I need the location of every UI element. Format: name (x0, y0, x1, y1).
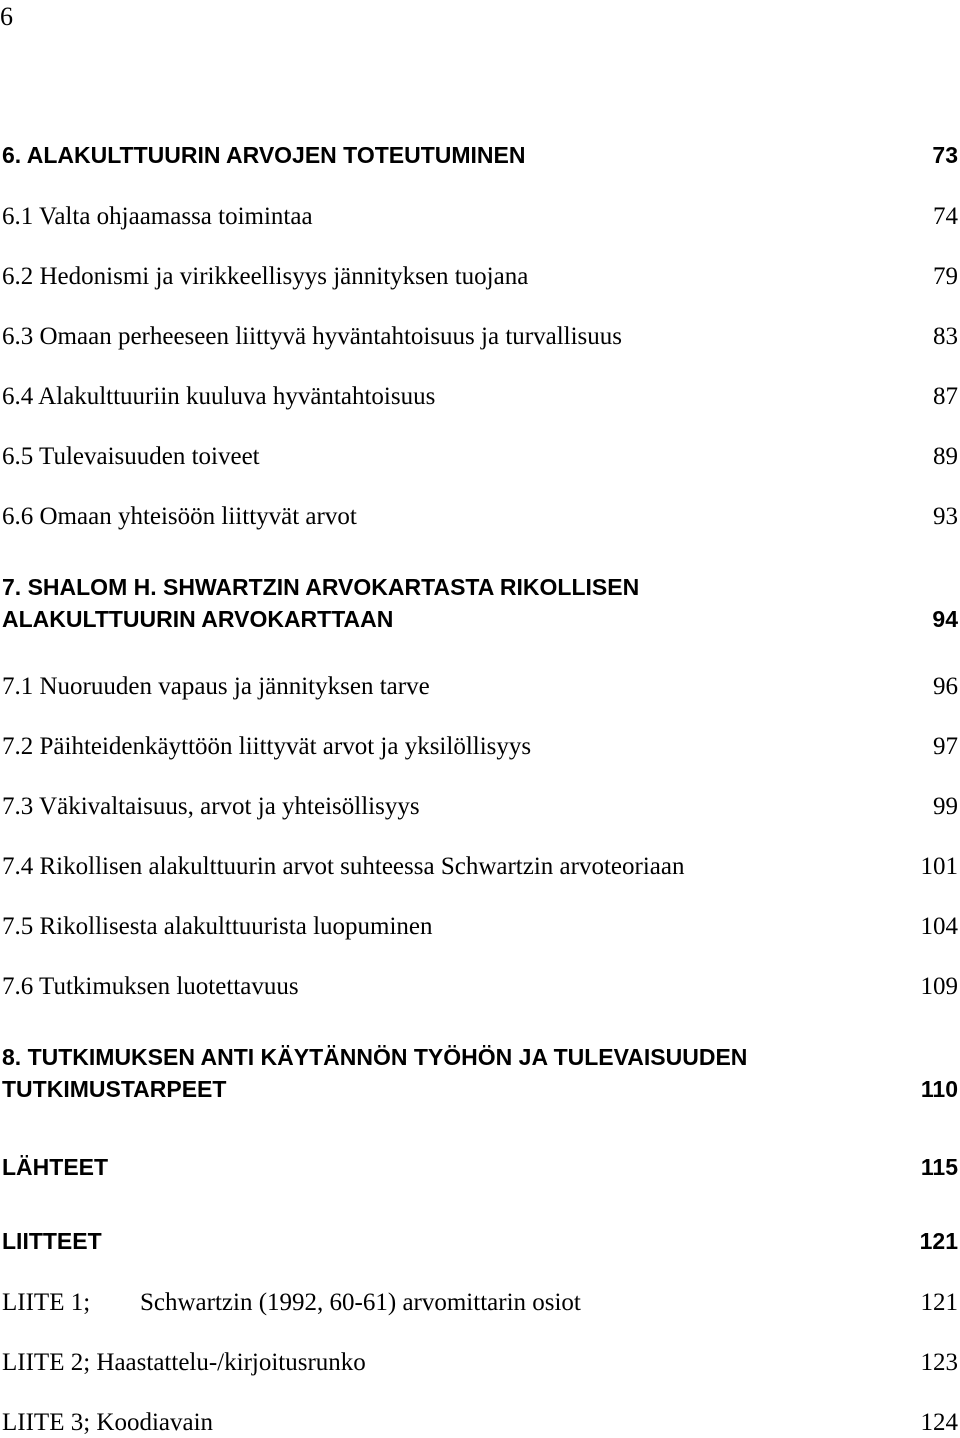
toc-entry-page: 124 (920, 1409, 958, 1436)
toc-entry-page: 87 (933, 383, 958, 410)
toc-entry-6-3 (0, 316, 960, 352)
toc-entry-chapter-6 (0, 134, 960, 170)
toc-entry-6-6 (0, 496, 960, 532)
toc-entry-6-4 (0, 376, 960, 412)
toc-entry-title: LÄHTEET (2, 1154, 109, 1180)
toc-entry-liite-2 (0, 1342, 960, 1378)
toc-entry-page: 96 (933, 673, 958, 700)
toc-entry-7-5 (0, 906, 960, 942)
toc-entry-title: 6.2 Hedonismi ja virikkeellisyys jännityksen tuojana (2, 263, 529, 290)
toc-entry-title-line2: ALAKULTTUURIN ARVOKARTTAAN (2, 606, 394, 632)
toc-entry-page: 121 (919, 1228, 958, 1254)
toc-entry-title: 7.1 Nuoruuden vapaus ja jännityksen tarve (2, 673, 430, 700)
toc-entry-6-5 (0, 436, 960, 472)
toc-entry-page: 101 (920, 853, 958, 880)
toc-entry-page: 73 (932, 142, 958, 168)
toc-entry-page: 109 (920, 973, 958, 1000)
toc-entry-chapter-8 (0, 1042, 960, 1106)
toc-entry-lahteet (0, 1146, 960, 1182)
toc-entry-title-line2: TUTKIMUSTARPEET (2, 1076, 227, 1102)
toc-entry-page: 93 (933, 503, 958, 530)
toc-entry-page: 110 (920, 1076, 958, 1102)
toc-entry-page: 123 (920, 1349, 958, 1376)
toc-entry-title: 6.4 Alakulttuuriin kuuluva hyväntahtoisuus (2, 383, 436, 410)
toc-entry-label: LIITE 1; (2, 1289, 91, 1316)
toc-entry-page: 121 (920, 1289, 958, 1316)
page-number: 6 (0, 2, 13, 31)
toc-entry-title: 7.5 Rikollisesta alakulttuurista luopuminen (2, 913, 433, 940)
toc-entry-page: 104 (920, 913, 958, 940)
toc-entry-6-2 (0, 256, 960, 292)
toc-entry-title: 6.5 Tulevaisuuden toiveet (2, 443, 260, 470)
toc-entry-page: 99 (933, 793, 958, 820)
toc-entry-6-1 (0, 196, 960, 232)
toc-entry-liitteet (0, 1220, 960, 1256)
toc-entry-title-line1: 8. TUTKIMUKSEN ANTI KÄYTÄNNÖN TYÖHÖN JA TULEVAISUUDEN (2, 1044, 748, 1070)
toc-entry-title: 6.1 Valta ohjaamassa toimintaa (2, 203, 313, 230)
toc-entry-title-line1: 7. SHALOM H. SHWARTZIN ARVOKARTASTA RIKOLLISEN (2, 574, 640, 600)
toc-entry-title: 6.6 Omaan yhteisöön liittyvät arvot (2, 503, 357, 530)
toc-entry-liite-1 (0, 1282, 960, 1318)
toc-entry-title: 7.4 Rikollisen alakulttuurin arvot suhteessa Schwartzin arvoteoriaan (2, 853, 685, 880)
toc-entry-chapter-7 (0, 572, 960, 636)
toc-entry-title: 6.3 Omaan perheeseen liittyvä hyväntahtoisuus ja turvallisuus (2, 323, 622, 350)
toc-entry-7-2 (0, 726, 960, 762)
toc-entry-7-6 (0, 966, 960, 1002)
toc-entry-title: 7.6 Tutkimuksen luotettavuus (2, 973, 299, 1000)
toc-entry-page: 74 (933, 203, 958, 230)
toc-entry-7-3 (0, 786, 960, 822)
toc-entry-page: 94 (932, 606, 958, 632)
toc-entry-title: Schwartzin (1992, 60-61) arvomittarin osiot (140, 1289, 581, 1316)
toc-entry-liite-3 (0, 1402, 960, 1438)
toc-entry-title: LIITE 3; Koodiavain (2, 1409, 214, 1436)
toc-entry-title: 7.2 Päihteidenkäyttöön liittyvät arvot ja yksilöllisyys (2, 733, 532, 760)
toc-entry-title: LIITE 2; Haastattelu-/kirjoitusrunko (2, 1349, 366, 1376)
toc-entry-page: 97 (933, 733, 958, 760)
toc-entry-page: 115 (920, 1154, 958, 1180)
toc-entry-title: LIITTEET (2, 1228, 102, 1254)
toc-entry-title: 6. ALAKULTTUURIN ARVOJEN TOTEUTUMINEN (2, 142, 526, 168)
toc-entry-page: 83 (933, 323, 958, 350)
toc-entry-page: 79 (933, 263, 958, 290)
toc-entry-title: 7.3 Väkivaltaisuus, arvot ja yhteisöllisyys (2, 793, 420, 820)
toc-entry-7-4 (0, 846, 960, 882)
toc-entry-page: 89 (933, 443, 958, 470)
toc-entry-7-1 (0, 666, 960, 702)
